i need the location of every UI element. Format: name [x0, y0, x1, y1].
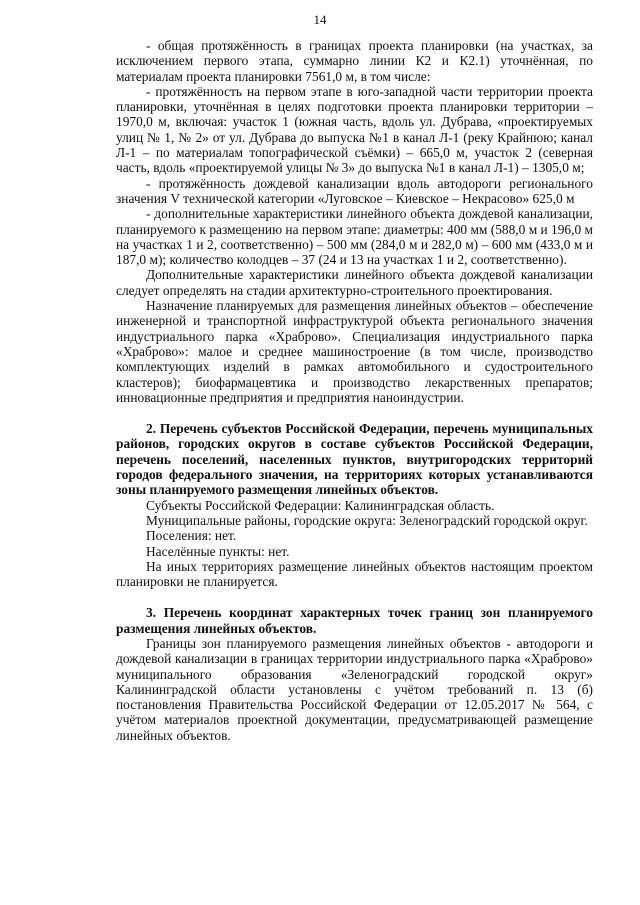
section-3-heading: 3. Перечень координат характерных точек границ зон планируемого размещения линейных объектов.	[116, 605, 593, 636]
section-2-heading: 2. Перечень субъектов Российской Федерации, перечень муниципальных районов, городских округов в составе субъектов Российской Федерации, перечень поселений, населенных пунктов, внутригородских территорий городов федерального значения, на территориях которых устанавливаются зоны планируемого размещения линейных объектов.	[116, 421, 593, 498]
paragraph-purpose: Назначение планируемых для размещения линейных объектов – обеспечение инженерной и транспортной инфраструктурой объекта регионального значения индустриального парка «Храброво». Специализация индустриального парка «Храброво»: малое и среднее машиностроение (в том числе, производство комплектующих изделий в рамках автомобильного и судостроительного кластеров); биофармацевтика и производство лекарственных препаратов; инновационные предприятия и предприятия наноиндустрии.	[116, 298, 593, 405]
section-2-districts: Муниципальные районы, городские округа: Зеленоградский городской округ.	[146, 512, 588, 528]
paragraph-additional: Дополнительные характеристики линейного объекта дождевой канализации следует определять на стадии архитектурно-строительного проектирования.	[116, 267, 593, 298]
paragraph-first-stage: - протяжённость на первом этапе в юго-западной части территории проекта планировки, уточнённая в целях подготовки проекта планировки территории – 1970,0 м, включая: участок 1 (южная часть, вдоль ул. Дубрава, «проектируемых улиц № 1, № 2» от ул. Дубрава до выпуска №1 в канал Л-1 (реку Крайнюю; канал Л-1 – по материалам топографической съёмки) – 665,0 м, участок 2 (северная часть, вдоль «проектируемой улицы № 3» до выпуска №1 в канал Л-1) – 1305,0 м;	[116, 83, 593, 176]
section-3-boundaries: Границы зон планируемого размещения линейных объектов - автодороги и дождевой канализации в границах территории индустриального парка «Храброво» муниципального образования «Зеленоградский городской округ» Калининградской области установлены с учётом требований п. 13 (б) постановления Правительства Российской Федерации от 12.05.2017 № 564, с учётом материалов проектной документации, предусматривающей размещение линейных объектов.	[116, 635, 593, 743]
paragraph-total-length: - общая протяжённость в границах проекта планировки (на участках, за исключением первого этапа, суммарно линии К2 и К2.1) уточнённая, по материалам проекта планировки 7561,0 м, в том числе:	[116, 38, 593, 84]
paragraph-characteristics: - дополнительные характеристики линейного объекта дождевой канализации, планируемого к размещению на первом этапе: диаметры: 400 мм (588,0 м и 196,0 м на участках 1 и 2, соответственно) – 500 мм (284,0 м и 282,0 м) – 600 мм (433,0 м и 187,0 м); количество колодцев – 37 (24 и 13 на участках 1 и 2, соответственно).	[116, 206, 593, 268]
section-2-settlements: Поселения: нет.	[146, 528, 237, 544]
section-2-other-territories: На иных территориях размещение линейных объектов настоящим проектом планировки не планируется.	[116, 558, 593, 590]
section-2-localities: Населённые пункты: нет.	[146, 543, 290, 559]
paragraph-road-drainage: - протяжённость дождевой канализации вдоль автодороги регионального значения V технической категории «Луговское – Киевское – Некрасово» 625,0 м	[116, 175, 593, 206]
section-2-subjects: Субъекты Российской Федерации: Калининградская область.	[146, 497, 495, 513]
page-number: 14	[313, 12, 327, 27]
